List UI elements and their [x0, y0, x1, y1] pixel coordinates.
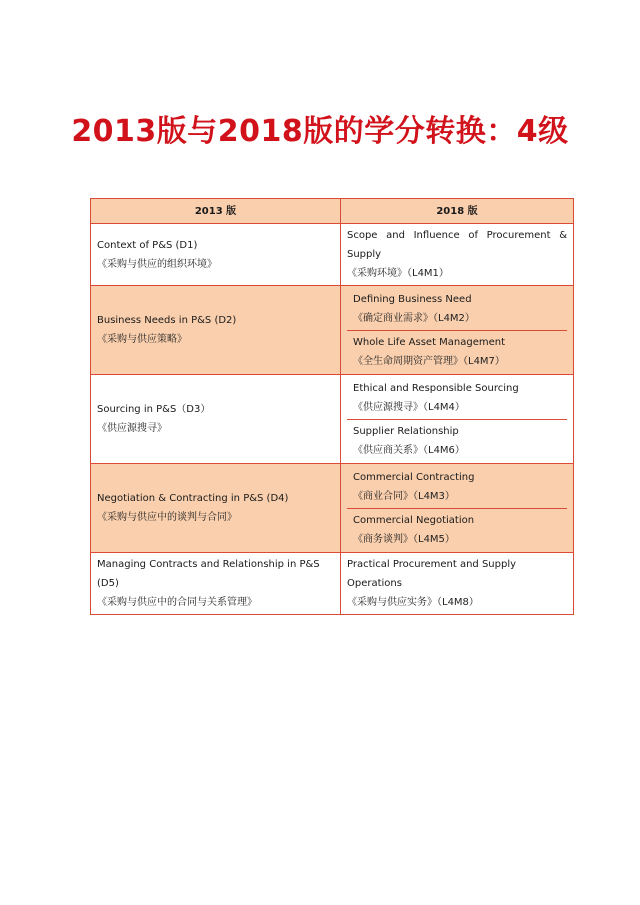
module-cn: 《采购环境》（L4M1） [347, 268, 449, 279]
module-en: Business Needs in P&S (D2) [97, 315, 237, 326]
table-header-row [91, 199, 574, 224]
module-en: Commercial Contracting [353, 472, 475, 483]
module-en: Managing Contracts and Relationship in P&S (D5) [97, 559, 320, 589]
page-title: 2013版与2018版的学分转换：4级 [71, 114, 569, 149]
old-module-d4 [91, 464, 341, 553]
module-cn: 《采购与供应的组织环境》 [97, 258, 217, 270]
module-en: Commercial Negotiation [353, 515, 475, 526]
module-cn: 《供应源搜寻》（L4M4） [353, 402, 465, 413]
module-cn: 《供应源搜寻》 [97, 423, 167, 434]
new-module-l4m4 [347, 377, 567, 419]
credit-mapping-table [90, 198, 574, 615]
table-row [91, 286, 574, 375]
module-cn: 《采购与供应中的合同与关系管理》 [97, 597, 257, 608]
module-cn: 《供应商关系》（L4M6） [353, 445, 465, 456]
module-en: Scope and Influence of Procurement & Supply [347, 230, 567, 260]
module-cn: 《采购与供应策略》 [97, 334, 187, 345]
module-cn: 《全生命周期资产管理》（L4M7） [353, 356, 505, 367]
header-2013: 2013 版 [91, 199, 341, 224]
new-module-l4m7 [347, 330, 567, 372]
new-modules-d4 [341, 464, 574, 553]
module-cn: 《商业合同》（L4M3） [353, 491, 455, 502]
old-module-d3 [91, 375, 341, 464]
module-en: Ethical and Responsible Sourcing [353, 383, 519, 394]
table-row [91, 464, 574, 553]
new-module-l4m6 [347, 419, 567, 461]
module-en: Sourcing in P&S（D3） [97, 404, 211, 415]
module-cn: 《商务谈判》（L4M5） [353, 534, 455, 545]
new-modules-d2 [341, 286, 574, 375]
old-module-d1 [91, 224, 341, 286]
new-modules-d3 [341, 375, 574, 464]
new-module-l4m3 [347, 466, 567, 508]
module-en: Negotiation & Contracting in P&S (D4) [97, 493, 289, 504]
old-module-d5 [91, 553, 341, 615]
module-cn: 《确定商业需求》（L4M2） [353, 313, 475, 324]
new-module-l4m5 [347, 508, 567, 550]
table-row [91, 375, 574, 464]
header-2018: 2018 版 [341, 199, 574, 224]
new-module-l4m1 [341, 224, 574, 286]
module-cn: 《采购与供应中的谈判与合同》 [97, 512, 237, 523]
module-en: Supplier Relationship [353, 426, 459, 437]
table-row [91, 553, 574, 615]
module-en: Practical Procurement and Supply Operations [347, 559, 517, 589]
new-module-l4m8 [341, 553, 574, 615]
module-en: Defining Business Need [353, 294, 472, 305]
module-en: Whole Life Asset Management [353, 337, 506, 348]
new-module-l4m2 [347, 288, 567, 330]
module-cn: 《采购与供应实务》（L4M8） [347, 597, 479, 608]
table-row [91, 224, 574, 286]
old-module-d2 [91, 286, 341, 375]
module-en: Context of P&S (D1) [97, 239, 198, 251]
